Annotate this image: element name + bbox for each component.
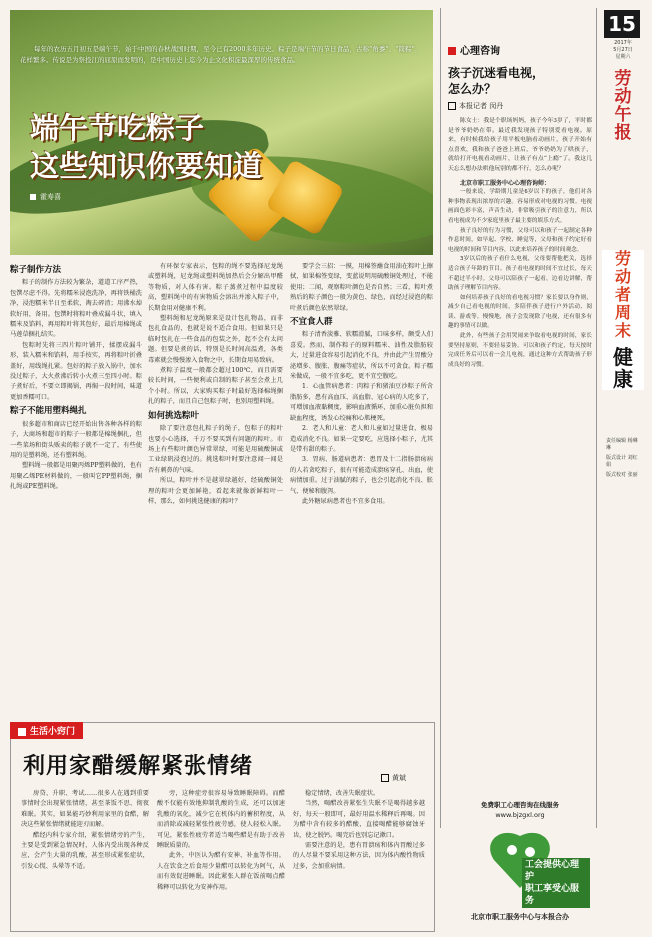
hotline-label: 免费职工心理咨询在线服务 bbox=[481, 801, 559, 809]
tips-column-1 bbox=[21, 789, 149, 927]
paragraph: 塑料绳和尼龙绳原来是设计包扎物品，而非包扎食品的，也就是说不适合食用。但如果只是临时包扎在一些食品的包装之外，起不会有太问题。但要是煮的话，特别是长时间高温煮，各类毒素就会慢慢渗入食物之中，长期食用易致病。 bbox=[148, 315, 283, 364]
paragraph: 塑料绳一般都是用聚丙烯PP塑料做的，也有用聚乙烯PE材料做的，一般叫它PP塑料绳，捆扎绳或PE塑料绳。 bbox=[10, 462, 142, 491]
paragraph: 包粽时先将三四片粽叶铺开，揉摆成漏斗形，装入糯米和馅料，用手按实，再将粽叶折叠盖好，用线绳扎紧。包好的粽子放入锅中，加水没过粽子，大火煮沸后转小火煮三至四小时。粽子煮好后，不要立即揭锅，再焖一段时间，味道更加香糯可口。 bbox=[10, 341, 142, 401]
answer-paragraph: 一般来说，学龄期儿童是6岁以下的孩子，他们对各种事物表现出浓厚的兴趣。容易形成对电视的习惯。电视画面色彩丰富，声音生动，非常吸引孩子的注意力，所以看电视成为不少家庭里孩子最主要的娱乐方式。 bbox=[448, 189, 592, 224]
article-column-2 bbox=[148, 262, 283, 717]
paragraph: 煮粽子温度一般都会超过100℃，而且需要较长时间，一些便利或自制的粽子甚至会煮上几个小时。所以，大家购买粽子时最好选择棉绳捆扎的粽子，而且自己包粽子时，也别用塑料绳。 bbox=[148, 367, 283, 406]
date-weekday: 星期六 bbox=[615, 54, 631, 60]
subheading: 粽子不能用塑料绳扎 bbox=[10, 406, 87, 417]
masthead-char: 午 bbox=[614, 105, 632, 125]
section-heading bbox=[602, 250, 644, 390]
page-number: 15 bbox=[604, 10, 640, 38]
square-outline-icon bbox=[448, 102, 456, 110]
subheading: 粽子制作方法 bbox=[10, 265, 62, 275]
section-main-char: 动 bbox=[614, 267, 631, 286]
paragraph: 1．心血管病患者：肉粽子和猪油豆沙粽子所含脂肪多，患有高血压、高血脂、冠心病的人吃多了，可增加血液黏稠度，影响血液循环，加重心脏负担和缺血程度，诱发心绞痛和心肌梗死。 bbox=[290, 383, 433, 422]
tips-title: 利用家醋缓解紧张情绪 bbox=[23, 753, 254, 779]
hero-author bbox=[30, 192, 61, 202]
issue-date bbox=[602, 40, 644, 61]
hero-caption: 每年的农历五月初五是端午节，始于中国的春秋战国时期，至今已有2000多年历史。粽子是端午节的节日食品，古称“角黍”、“筒粽”，花样繁多。传说是为祭投江的屈原而发明的，是中国历史上迄今为止文化积淀最深厚的传统食品。 bbox=[20, 45, 422, 64]
section-main-char: 劳 bbox=[614, 249, 631, 268]
paragraph: 需要注意的是，患有胃溃疡和体内胃酸过多的人尽量不要采用这种方法，因为体内酸性物质过多，会加重病情。 bbox=[293, 842, 425, 870]
tips-column-3 bbox=[293, 789, 425, 927]
logo-caption bbox=[522, 858, 590, 908]
editor-credits bbox=[606, 438, 642, 482]
section-label bbox=[448, 42, 592, 57]
tips-author bbox=[381, 773, 406, 783]
hero-image bbox=[10, 10, 433, 255]
hotline-block bbox=[448, 800, 592, 819]
psych-title bbox=[448, 65, 592, 97]
tips-column-2 bbox=[157, 789, 285, 927]
answer-paragraph: 3岁以后的孩子看什么电视，父母要帮他把关，选择适合孩子年龄的节目。孩子看电视的时间不宜过长，每天不超过半小时。父母可以陪孩子一起看，边看边讲解，帮助孩子理解节目内容。 bbox=[448, 256, 592, 292]
footer-credit: 北京市职工服务中心与本报合办 bbox=[471, 913, 569, 921]
question-text: 陈女士：我是个职场妈妈，孩子今年3岁了，平时都是爷爷奶奶在带。最近我发现孩子特别爱看电视。原来，有时候我给孩子用平板电脑看动画片，孩子开始有点喜欢，我和孩子爸爸上班后，爷爷奶奶为了哄孩子，就给打开电视看动画片，让孩子有点“上瘾”了。我这几天忘么想办法哄他玩别的都不行，怎么办呢？ bbox=[448, 118, 592, 172]
psych-title-line2: 怎么办？ bbox=[448, 82, 497, 96]
paragraph: 当然，喝醋改善紧张生失眠不是喝得越多越好，每天一般即可，最好用温水稀释后再喝。因为醋中含有较多的醋酸，直接喝醋能够腐蚀牙齿，使之脱钙。喝完后也别忘记漱口。 bbox=[293, 800, 425, 839]
paragraph: 所以，粽叶并不是越翠绿越好，经硫酸铜处理的粽叶会更加鲜艳，看起来就像新鲜粽叶一样，那么，如何挑选健康的粽叶？ bbox=[148, 477, 283, 505]
section-main-char: 者 bbox=[614, 285, 631, 304]
byline-text: 本报记者 闵丹 bbox=[459, 102, 504, 110]
article-column-1 bbox=[10, 262, 142, 717]
psych-body bbox=[448, 117, 592, 370]
masthead-logo bbox=[606, 70, 640, 142]
paragraph: 稳定情绪，改善失眠症状。 bbox=[305, 790, 380, 797]
paragraph: 此外糖尿病患者也不宜多食用。 bbox=[302, 497, 389, 505]
ribbon-text: 生活小窍门 bbox=[30, 727, 76, 737]
masthead-char: 劳 bbox=[614, 69, 632, 89]
paragraph: 醋经内科专家介绍，紧张情绪旁的产生，主要是受到紧急情况时，人体内受出现各种反应，会产生大量的乳酸，甚至形成紧张症状，引发心慌、头晕等不适。 bbox=[21, 831, 149, 870]
psych-section bbox=[448, 42, 592, 370]
answer-paragraph: 如何培养孩子良好的看电视习惯？家长要以身作则，减少自己看电视的时间，多陪伴孩子进行户外活动、阅读、游戏等。慢慢地，孩子会发现除了电视，还有很多有趣的事情可以做。 bbox=[448, 294, 592, 330]
answer-lead: 北京市职工服务中心心理咨询师： bbox=[460, 179, 551, 187]
paragraph: 3．胃病、肠道病患者：患胃及十二指肠溃疡病的人若贪吃粽子，很有可能造成溃疡穿孔、出血，使病情加重。过于油腻的粽子，也会引起消化不良、胀气、便秘和腹泻。 bbox=[290, 456, 433, 495]
paragraph: 很多超市和商店已经开始出售各种各样的粽子，大商场和超市的粽子一般都是棉绳捆扎，但一些菜场和街头贩卖的粽子就不一定了，有些使用的是塑料绳，还有塑料绳。 bbox=[10, 420, 142, 459]
paragraph: 有环保专家表示，包粽的绳不要选择尼龙绳或塑料绳，尼龙绳或塑料绳加热后会分解出甲醛等物质，对人体有害。粽子蒸煮过程中温度较高，塑料绳中的有害物质会溶出并渗入粽子中，长期食用对健康不利。 bbox=[148, 263, 283, 312]
date-year: 2017年 bbox=[614, 40, 632, 46]
paragraph: 房贷、升职、考试……很多人在遇到重要事情时会出现紧张情绪，甚至茶饭不思、彻夜难眠。其实，如果能巧妙利用家里的食醋，解决这些紧张情绪就能迎刃而解。 bbox=[21, 790, 149, 829]
paragraph: 粽子的制作方法较为繁杂，道道工序严热，包馔尽虑不得。先将糯米浸泡洗净，再将铁桶洗净，浸泡糯米半日至柔软，淘去碎渣；用沸水焯软好用，备用。包馔时将粽叶叠成漏斗状，填入糯米及馅料，再用粽叶将其包好，最后用棉绳或马莲草捆扎结实。 bbox=[10, 279, 142, 339]
section-sub-char: 健 bbox=[613, 345, 633, 369]
author-name: 霍寿喜 bbox=[40, 193, 61, 201]
subheading: 如何挑选粽叶 bbox=[148, 410, 200, 421]
square-icon bbox=[18, 728, 26, 736]
paragraph: 旁，这种症旁很容易导致睡眠障碍。而醋酸不仅能有效地抑制乳酸的生成，还可以加速乳酸的氧化，减少它在机体内的蓄积程度，从而消除或减轻紧张性疲劳感，使人轻松入眠。可见，紧张性疲劳者适当喝些醋是有助于改善睡眠质量的。 bbox=[157, 790, 285, 850]
paragraph: 要学会三招：一摸，用棉签蘸食用油在粽叶上擦拭，如果棉签变绿，变蓝说明用硫酸铜处理过，不能使用；二闻，观察粽叶颜色是否自然；三看，粽叶煮熟后的粽子颜色一般为黄色、绿色，而经过浸泡的粽叶煮后颜色依然翠绿。 bbox=[290, 263, 433, 312]
date-day: 5月27日 bbox=[613, 47, 633, 53]
subheading: 不宜食人群 bbox=[290, 317, 333, 328]
tips-box bbox=[10, 722, 435, 932]
section-main bbox=[602, 250, 644, 340]
answer-paragraph: 孩子良好的行为习惯，父母可以和孩子一起制定各种作息时间，如早起、学校、睡觉等，父母和孩子约定好看电视的时间和节目内容，以此来培养孩子的时间观念。 bbox=[448, 227, 592, 253]
square-icon bbox=[30, 194, 36, 200]
column-divider bbox=[440, 8, 441, 828]
square-icon bbox=[448, 47, 456, 55]
section-label-text: 心理咨询 bbox=[460, 46, 500, 57]
tips-ribbon bbox=[10, 722, 83, 739]
section-sub bbox=[602, 346, 644, 390]
headline-line2: 这些知识你要知道 bbox=[30, 149, 263, 183]
square-outline-icon bbox=[381, 774, 389, 782]
psych-byline bbox=[448, 101, 592, 111]
masthead-char: 报 bbox=[614, 123, 632, 143]
answer-paragraph: 此外，有些孩子会用哭闹来争取看电视的时间，家长要坚持原则，不要轻易妥协。可以和孩子约定，每天按时完成任务后可以看一会儿电视，通过这种方式帮助孩子形成良好的习惯。 bbox=[448, 333, 592, 368]
author-name: 黄斌 bbox=[392, 774, 406, 782]
editor-credit: 责任编辑 杨琳琳 bbox=[606, 438, 638, 451]
answer-body bbox=[448, 188, 592, 370]
paragraph: 粽子清香淡雅、软糯滑腻，口味多样，颇受人们喜爱。然而，制作粽子的原料糯米、油性及脂肪较大，过量进食容易引起消化不良，并由此产生胃酸分泌增多、腹胀、腹痛等症状，所以不可贪食。粽子糯米做成，一般不宜多吃，更不宜空腹吃。 bbox=[290, 331, 433, 381]
editor-credit: 版式校对 张丽 bbox=[606, 472, 638, 478]
column-divider bbox=[596, 8, 597, 828]
psych-title-line1: 孩子沉迷看电视， bbox=[448, 66, 545, 80]
section-main-char: 末 bbox=[614, 321, 631, 340]
article-column-3 bbox=[290, 262, 433, 717]
union-logo bbox=[480, 828, 590, 906]
paragraph: 除了要注意包扎粽子的绳子，包粽子的粽叶也要小心选择，千万不要买到有问题的粽叶。市场上有些粽叶颜色异常翠绿，可能是用硫酸铜或工业绿矾浸泡过的。挑选粽叶时要注意闻一闻是否有刺鼻的气味。 bbox=[148, 425, 283, 474]
section-main-char: 周 bbox=[614, 303, 631, 322]
paragraph: 此外，中医认为醋有安神、补血等作用。人在饮食之后食用少量醋可以转化为阿气，从而有效促进睡眠。因此紧张人群在饭前喝点醋稀释可以转化为安神作用。 bbox=[157, 852, 285, 891]
logo-text-2: 职工享受心服务 bbox=[525, 884, 580, 906]
website-link[interactable]: www.bjzgxl.org bbox=[495, 811, 545, 819]
paragraph: 2．老人和儿童：老人和儿童如过量进食，极易造成消化不良。如果一定要吃，应选择小粽子，尤其是带有甜的粽子。 bbox=[290, 425, 433, 453]
headline-line1: 端午节吃粽子 bbox=[30, 111, 205, 145]
logo-text-1: 工会提供心理护 bbox=[525, 860, 580, 882]
section-sub-char: 康 bbox=[613, 367, 633, 391]
masthead-char: 动 bbox=[614, 87, 632, 107]
editor-credit: 版式设计 刘红娟 bbox=[606, 455, 638, 468]
